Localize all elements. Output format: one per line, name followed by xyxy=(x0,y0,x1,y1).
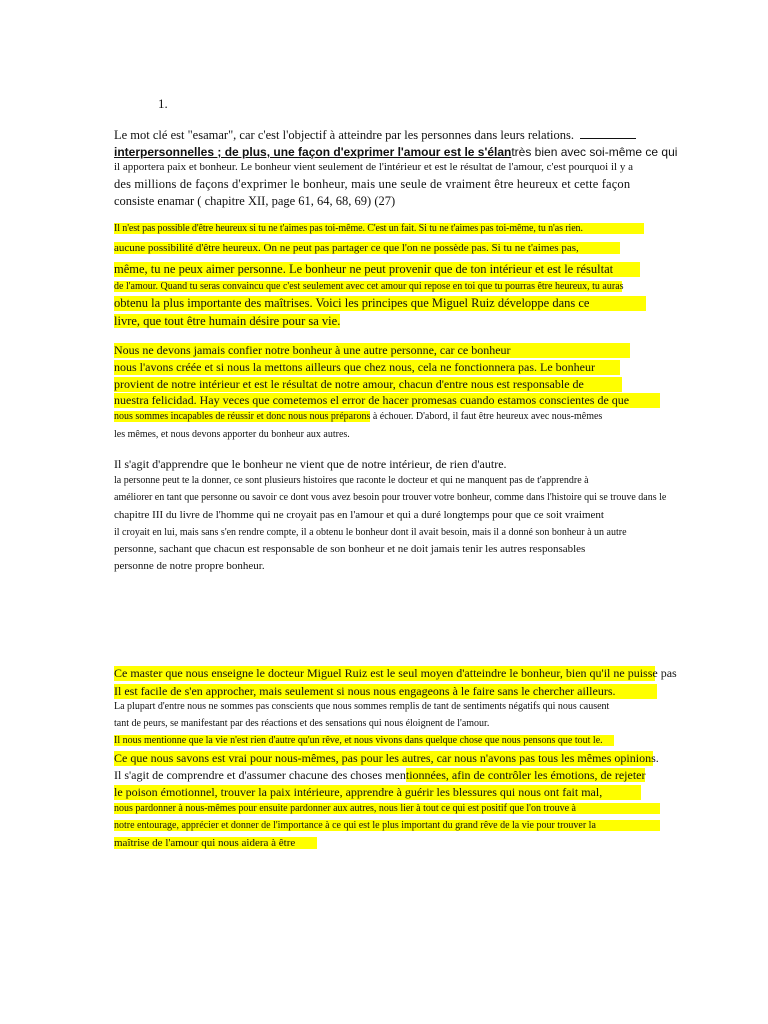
p1-line-6 xyxy=(114,314,340,329)
intro-line-2-rest: très bien avec soi-même ce qui xyxy=(511,145,678,159)
intro-line-1 xyxy=(114,128,636,143)
p4-line-10: notre entourage, apprécier et donner de l'importance à ce qui est le plus important du grand rêve de la vie pour trouver la xyxy=(114,820,660,831)
p1-line-1: Il n'est pas possible d'être heureux si tu ne t'aimes pas toi-même. C'est un fait. Si tu ne t'aimes pas toi-même, tu n'as rien. xyxy=(114,223,644,234)
p1-line-6-text: livre, que tout être humain désire pour sa vie. xyxy=(114,314,341,328)
p3-line-6: personne, sachant que chacun est responsable de son bonheur et ne doit jamais tenir les autres responsables xyxy=(114,543,586,555)
p4-line-7-start: Il s'agit de comprendre et d'assumer chacune des choses men xyxy=(114,768,406,782)
p4-line-4: tant de peurs, se manifestant par des réactions et des sensations qui nous éloignent de l'amour. xyxy=(114,718,490,729)
p3-line-1: Il s'agit d'apprendre que le bonheur ne vient que de notre intérieur, de rien d'autre. xyxy=(114,457,507,471)
p1-line-3: même, tu ne peux aimer personne. Le bonheur ne peut provenir que de ton intérieur et est le résultat xyxy=(114,262,640,277)
blank-line xyxy=(580,128,636,139)
p4-line-7 xyxy=(114,768,645,783)
p1-line-5: obtenu la plus importante des maîtrises. Voici les principes que Miguel Ruiz développe dans ce xyxy=(114,296,646,311)
p1-line-2: aucune possibilité d'être heureux. On ne peut pas partager ce que l'on ne possède pas. Si tu ne t'aimes pas, xyxy=(114,242,620,254)
p3-line-5: il croyait en lui, mais sans s'en rendre compte, il a obtenu le bonheur dont il avait besoin, mais il a donné son bonheur à un autre xyxy=(114,527,627,538)
intro-line-2 xyxy=(114,145,677,160)
intro-line-1-text: Le mot clé est "esamar", car c'est l'objectif à atteindre par les personnes dans leurs relations. xyxy=(114,128,575,142)
intro-line-5: consiste enamar ( chapitre XII, page 61, 64, 68, 69) (27) xyxy=(114,194,396,208)
p2-line-2: nous l'avons créée et si nous la mettons ailleurs que chez nous, cela ne fonctionnera pas. Le bonheur xyxy=(114,360,620,375)
p4-line-11: maîtrise de l'amour qui nous aidera à être xyxy=(114,837,317,849)
p4-line-1: Ce master que nous enseigne le docteur Miguel Ruiz est le seul moyen d'atteindre le bonheur, bien qu'il ne puisse pas xyxy=(114,666,677,680)
p3-line-3: améliorer en tant que personne ou savoir ce dont vous avez besoin pour trouver votre bonheur, comme dans l'histoire qui se trouve dans le xyxy=(114,492,667,503)
p3-line-7: personne de notre propre bonheur. xyxy=(114,560,265,572)
p2-line-4: nuestra felicidad. Hay veces que cometemos el error de hacer promesas cuando estamos conscientes de que xyxy=(114,393,660,408)
p2-line-5-rest: à échouer. D'abord, il faut être heureux avec nous-mêmes xyxy=(370,411,603,422)
list-number: 1. xyxy=(158,96,168,111)
p4-line-8: le poison émotionnel, trouver la paix intérieure, apprendre à guérir les blessures qui nous ont fait mal, xyxy=(114,785,641,800)
p3-line-4: chapitre III du livre de l'homme qui ne croyait pas en l'amour et qui a duré longtemps pour que ce soit vraiment xyxy=(114,509,604,521)
p4-line-2: Il est facile de s'en approcher, mais seulement si nous nous engageons à le faire sans le chercher ailleurs. xyxy=(114,684,657,699)
p4-line-3: La plupart d'entre nous ne sommes pas conscients que nous sommes remplis de tant de sentiments négatifs qui nous causent xyxy=(114,701,610,712)
intro-line-2-bold: interpersonnelles ; de plus, une façon d'exprimer l'amour est le s'élan xyxy=(114,145,512,159)
p3-line-2: la personne peut te la donner, ce sont plusieurs histoires que raconte le docteur et qui ne manquent pas de t'apprendre à xyxy=(114,475,589,486)
p2-line-1: Nous ne devons jamais confier notre bonheur à une autre personne, car ce bonheur xyxy=(114,343,630,358)
p2-line-5 xyxy=(114,411,602,422)
p4-line-5: Il nous mentionne que la vie n'est rien d'autre qu'un rêve, et nous vivons dans quelque chose que nous pensons que tout le. xyxy=(114,735,614,746)
p1-line-4: de l'amour. Quand tu seras convaincu que c'est seulement avec cet amour qui repose en toi que tu pourras être heureux, tu auras xyxy=(114,281,624,292)
intro-line-4: des millions de façons d'exprimer le bonheur, mais une seule de vraiment être heureux et cette façon xyxy=(114,177,631,191)
p2-line-5-highlight: nous sommes incapables de réussir et donc nous nous préparons xyxy=(114,411,371,422)
p4-line-9: nous pardonner à nous-mêmes pour ensuite pardonner aux autres, nous lier à tout ce qui est positif que l'on trouve à xyxy=(114,803,660,814)
p2-line-3: provient de notre intérieur et est le résultat de notre amour, chacun d'entre nous est responsable de xyxy=(114,377,622,392)
p4-line-7-highlight: tionnées, afin de contrôler les émotions, de rejeter xyxy=(405,768,646,782)
p2-line-6: les mêmes, et nous devons apporter du bonheur aux autres. xyxy=(114,429,350,440)
p4-line-6: Ce que nous savons est vrai pour nous-mêmes, pas pour les autres, car nous n'avons pas tous les mêmes opinions. xyxy=(114,751,659,765)
intro-line-3: il apportera paix et bonheur. Le bonheur vient seulement de l'intérieur et est le résultat de l'amour, c'est pourquoi il y a xyxy=(114,161,633,173)
